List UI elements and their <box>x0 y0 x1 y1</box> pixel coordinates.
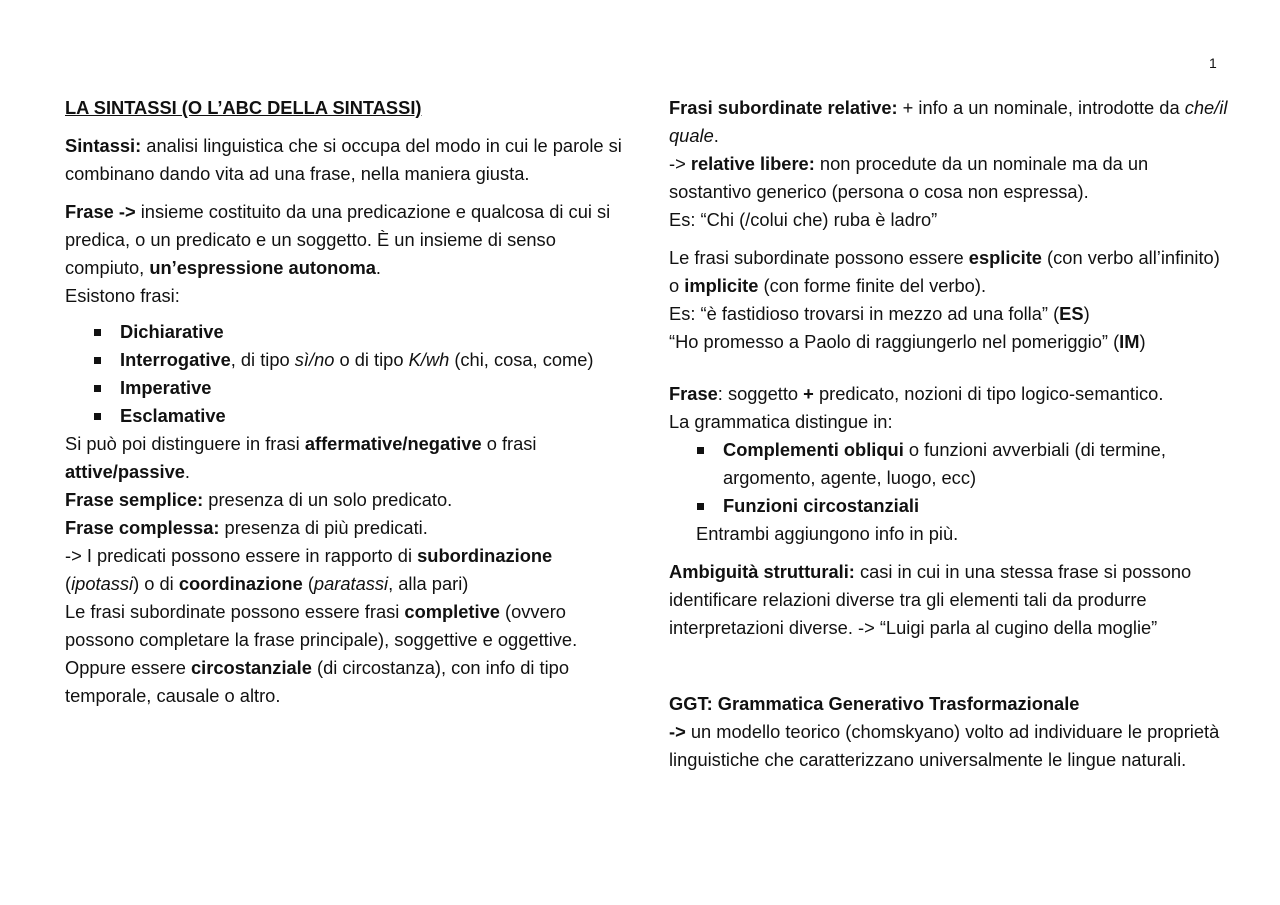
left-column <box>65 94 625 710</box>
list-item-complementi <box>723 436 1229 492</box>
paragraph-rapporto <box>65 542 625 598</box>
grammatica-distingue: La grammatica distingue in: <box>669 411 893 432</box>
promesso-im: IM <box>1119 331 1140 352</box>
frase-def-text-1: : soggetto <box>717 383 804 404</box>
term-relative: Frasi subordinate relative: <box>669 97 898 118</box>
distinguish-text-2: o frasi <box>481 433 537 454</box>
promesso-text-2: ) <box>1139 331 1146 352</box>
paragraph-ambiguita <box>669 558 1229 642</box>
interrogative-si-no: sì/no <box>294 349 335 370</box>
distinguish-text-3: . <box>184 461 191 482</box>
interrogative-k-wh: K/wh <box>408 349 450 370</box>
ipotassi: ipotassi <box>71 573 134 594</box>
esplicite-text-3: (con forme finite del verbo). <box>758 275 987 296</box>
ggt-arrow: -> <box>669 721 686 742</box>
ggt-text: un modello teorico (chomskyano) volto ad individuare le proprietà linguistiche che caratterizzano universalmente le lingue naturali. <box>669 721 1220 770</box>
paragraph-distinguish <box>65 430 625 486</box>
paragraph-frase-complessa <box>65 514 625 542</box>
rapporto-text-3: ) o di <box>133 573 179 594</box>
paragraph-ggt <box>669 718 1229 774</box>
example-chi-ruba: Es: “Chi (/colui che) ruba è ladro” <box>669 209 938 230</box>
sentence-types-list <box>65 318 625 430</box>
relative-text-1: + info a un nominale, introdotte da <box>897 97 1185 118</box>
frase-semplice-definition: presenza di un solo predicato. <box>203 489 453 510</box>
entrambi-text: Entrambi aggiungono info in più. <box>696 523 959 544</box>
subordinate-text-2: (ovvero possono completare la frase principale), soggettive e oggettive. Oppure essere <box>65 601 578 678</box>
frase-period: . <box>375 257 381 278</box>
che-il-quale: che/il quale <box>669 97 1228 146</box>
fastidioso-text-1: Es: “è fastidioso trovarsi in mezzo ad una folla” ( <box>669 303 1060 324</box>
esclamative-label: Esclamative <box>120 405 226 426</box>
affermative-negative: affermative/negative <box>304 433 482 454</box>
sintassi-definition: analisi linguistica che si occupa del modo in cui le parole si combinano dando vita ad una frase, nella maniera giusta. <box>65 135 622 184</box>
example-fastidioso <box>669 300 1229 328</box>
list-item-dichiarative <box>120 318 625 346</box>
coordinazione: coordinazione <box>178 573 303 594</box>
term-ambiguita: Ambiguità strutturali: <box>669 561 855 582</box>
subordinate-text-3: (di circostanza), con info di tipo temporale, causale o altro. <box>65 657 570 706</box>
paragraph-frase-definition <box>669 380 1229 408</box>
ambiguita-text: casi in cui in una stessa frase si possono identificare relazioni diverse tra gli elementi tali da produrre interpretazioni diverse. -> “Luigi parla al cugino della moglie” <box>669 561 1192 638</box>
term-frase-right: Frase <box>669 383 718 404</box>
rapporto-text-5: , alla pari) <box>388 573 469 594</box>
frase-def-plus: + <box>803 383 814 404</box>
esplicite: esplicite <box>968 247 1042 268</box>
list-item-interrogative <box>120 346 625 374</box>
frase-def-text-2: predicato, nozioni di tipo logico-semantico. <box>813 383 1164 404</box>
rapporto-text-2: ( <box>65 573 72 594</box>
interrogative-text-2: o di tipo <box>334 349 409 370</box>
completive: completive <box>404 601 500 622</box>
term-frase: Frase -> <box>65 201 136 222</box>
paragraph-relative <box>669 94 1229 150</box>
term-sintassi: Sintassi: <box>65 135 142 156</box>
example-promesso <box>669 328 1229 356</box>
right-column <box>669 94 1229 774</box>
frase-espressione-autonoma: un’espressione autonoma <box>149 257 376 278</box>
section-title-text: LA SINTASSI (O L’ABC DELLA SINTASSI) <box>65 97 422 118</box>
paratassi: paratassi <box>313 573 389 594</box>
esplicite-text-1: Le frasi subordinate possono essere <box>669 247 969 268</box>
term-relative-libere: relative libere: <box>690 153 815 174</box>
attive-passive: attive/passive <box>65 461 185 482</box>
page-number: 1 <box>1209 55 1217 71</box>
paragraph-esplicite-implicite <box>669 244 1229 300</box>
paragraph-frase <box>65 198 625 282</box>
esplicite-text-2: (con verbo all’infinito) o <box>669 247 1220 296</box>
grammar-list <box>669 436 1229 520</box>
frase-complessa-definition: presenza di più predicati. <box>219 517 428 538</box>
paragraph-sintassi <box>65 132 625 188</box>
list-item-funzioni <box>723 492 1229 520</box>
rapporto-text-1: -> I predicati possono essere in rapporto di <box>65 545 418 566</box>
ggt-title-text: GGT: Grammatica Generativo Trasformazionale <box>669 693 1080 714</box>
funzioni-circostanziali: Funzioni circostanziali <box>723 495 920 516</box>
paragraph-subordinate <box>65 598 625 710</box>
dichiarative-label: Dichiarative <box>120 321 224 342</box>
interrogative-text-1: , di tipo <box>230 349 295 370</box>
ggt-title <box>669 690 1229 718</box>
frase-definition: insieme costituito da una predicazione e qualcosa di cui si predica, o un predicato e un soggetto. È un insieme di senso compiuto, <box>65 201 611 278</box>
subordinate-text-1: Le frasi subordinate possono essere frasi <box>65 601 405 622</box>
term-frase-semplice: Frase semplice: <box>65 489 204 510</box>
distinguish-text-1: Si può poi distinguere in frasi <box>65 433 305 454</box>
libere-arrow: -> <box>669 153 691 174</box>
esistono-frasi: Esistono frasi: <box>65 285 180 306</box>
term-frase-complessa: Frase complessa: <box>65 517 220 538</box>
section-title <box>65 94 625 122</box>
interrogative-text-3: (chi, cosa, come) <box>449 349 594 370</box>
fastidioso-text-2: ) <box>1083 303 1090 324</box>
paragraph-frase-semplice <box>65 486 625 514</box>
list-item-imperative <box>120 374 625 402</box>
paragraph-relative-libere <box>669 150 1229 206</box>
implicite: implicite <box>684 275 759 296</box>
relative-text-2: . <box>713 125 719 146</box>
complementi-obliqui: Complementi obliqui <box>723 439 904 460</box>
promesso-text-1: “Ho promesso a Paolo di raggiungerlo nel pomeriggio” ( <box>669 331 1120 352</box>
interrogative-label: Interrogative <box>120 349 231 370</box>
list-item-esclamative <box>120 402 625 430</box>
imperative-label: Imperative <box>120 377 212 398</box>
rapporto-text-4: ( <box>302 573 314 594</box>
circostanziale: circostanziale <box>191 657 312 678</box>
subordinazione: subordinazione <box>417 545 553 566</box>
fastidioso-es: ES <box>1059 303 1084 324</box>
complementi-text: o funzioni avverbiali (di termine, argomento, agente, luogo, ecc) <box>723 439 1166 488</box>
libere-definition: non procedute da un nominale ma da un sostantivo generico (persona o cosa non espressa). <box>669 153 1149 202</box>
